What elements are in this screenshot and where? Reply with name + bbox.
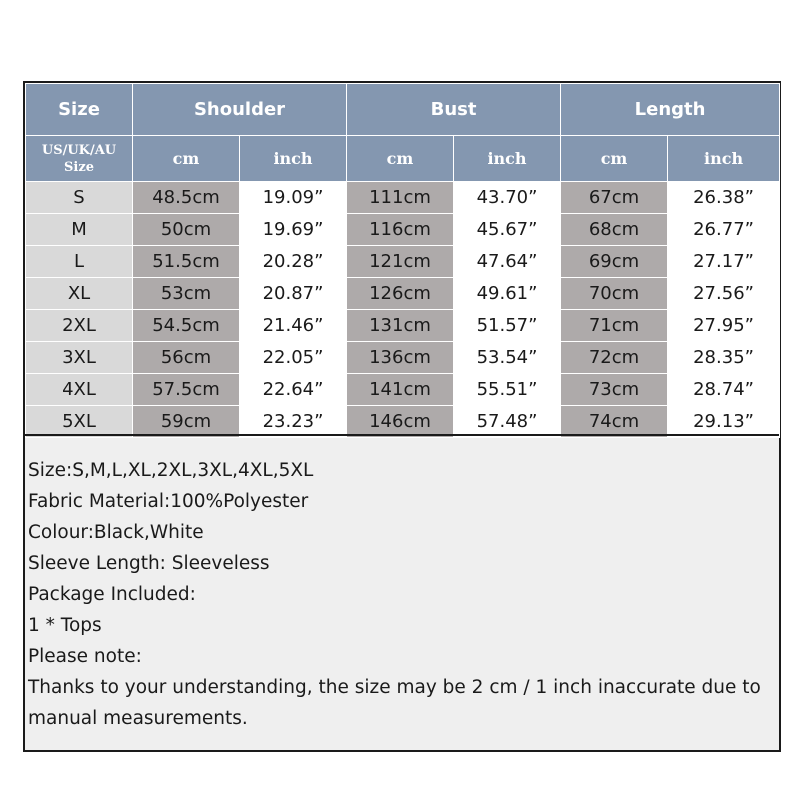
bust-inch-cell: 43.70” [454,182,561,214]
shoulder-inch-cell: 21.46” [240,310,347,342]
note-sleeve: Sleeve Length: Sleeveless [28,553,270,574]
shoulder-inch-cell: 20.28” [240,246,347,278]
bust-inch-cell: 47.64” [454,246,561,278]
subheader-length-cm: cm [561,136,668,182]
length-cm-cell: 69cm [561,246,668,278]
shoulder-cm-cell: 54.5cm [133,310,240,342]
subheader-bust-inch: inch [454,136,561,182]
header-row [26,84,780,136]
bust-cm-cell: 136cm [347,342,454,374]
size-chart-table [25,83,780,438]
shoulder-cm-cell: 59cm [133,406,240,438]
shoulder-cm-cell: 53cm [133,278,240,310]
length-inch-cell: 28.74” [668,374,780,406]
shoulder-inch-cell: 19.69” [240,214,347,246]
bust-cm-cell: 111cm [347,182,454,214]
bust-cm-cell: 131cm [347,310,454,342]
bust-inch-cell: 57.48” [454,406,561,438]
bust-inch-cell: 53.54” [454,342,561,374]
note-fabric: Fabric Material:100%Polyester [28,491,309,512]
size-cell: 4XL [26,374,133,406]
length-cm-cell: 68cm [561,214,668,246]
bust-inch-cell: 45.67” [454,214,561,246]
subheader-bust-cm: cm [347,136,454,182]
note-colour: Colour:Black,White [28,522,204,543]
subheader-length-inch: inch [668,136,780,182]
shoulder-cm-cell: 57.5cm [133,374,240,406]
header-shoulder: Shoulder [133,84,347,136]
note-package-item: 1 * Tops [28,615,102,636]
shoulder-inch-cell: 22.05” [240,342,347,374]
note-sizes: Size:S,M,L,XL,2XL,3XL,4XL,5XL [28,460,314,481]
size-rows [26,182,780,438]
subheader-shoulder-cm: cm [133,136,240,182]
bust-inch-cell: 49.61” [454,278,561,310]
length-inch-cell: 29.13” [668,406,780,438]
product-notes [28,455,773,734]
size-cell: S [26,182,133,214]
shoulder-cm-cell: 51.5cm [133,246,240,278]
size-cell: 5XL [26,406,133,438]
shoulder-cm-cell: 56cm [133,342,240,374]
note-please-note: Please note: [28,646,142,667]
shoulder-inch-cell: 22.64” [240,374,347,406]
size-cell: XL [26,278,133,310]
header-bust: Bust [347,84,561,136]
note-package-label: Package Included: [28,584,196,605]
table-row [26,246,780,278]
length-inch-cell: 28.35” [668,342,780,374]
length-inch-cell: 27.95” [668,310,780,342]
table-row [26,278,780,310]
bust-cm-cell: 141cm [347,374,454,406]
bust-cm-cell: 126cm [347,278,454,310]
size-chart-frame [23,81,781,752]
table-row [26,342,780,374]
table-row [26,182,780,214]
length-cm-cell: 70cm [561,278,668,310]
bust-cm-cell: 116cm [347,214,454,246]
length-inch-cell: 27.17” [668,246,780,278]
shoulder-inch-cell: 20.87” [240,278,347,310]
table-row [26,374,780,406]
table-divider [25,434,779,436]
length-inch-cell: 26.38” [668,182,780,214]
header-size: Size [26,84,133,136]
size-cell: L [26,246,133,278]
shoulder-inch-cell: 19.09” [240,182,347,214]
bust-cm-cell: 146cm [347,406,454,438]
length-inch-cell: 27.56” [668,278,780,310]
length-cm-cell: 73cm [561,374,668,406]
subheader-size-line1: US/UK/AU [41,142,117,158]
table-row [26,214,780,246]
bust-inch-cell: 51.57” [454,310,561,342]
bust-inch-cell: 55.51” [454,374,561,406]
note-disclaimer: Thanks to your understanding, the size may be 2 cm / 1 inch inaccurate due to manual measurements. [28,677,761,729]
header-length: Length [561,84,780,136]
size-cell: 2XL [26,310,133,342]
length-inch-cell: 26.77” [668,214,780,246]
length-cm-cell: 71cm [561,310,668,342]
bust-cm-cell: 121cm [347,246,454,278]
subheader-shoulder-inch: inch [240,136,347,182]
size-cell: M [26,214,133,246]
shoulder-cm-cell: 48.5cm [133,182,240,214]
table-row [26,406,780,438]
length-cm-cell: 72cm [561,342,668,374]
length-cm-cell: 74cm [561,406,668,438]
unit-row [26,136,780,182]
length-cm-cell: 67cm [561,182,668,214]
size-cell: 3XL [26,342,133,374]
shoulder-inch-cell: 23.23” [240,406,347,438]
subheader-size [26,136,133,182]
shoulder-cm-cell: 50cm [133,214,240,246]
table-row [26,310,780,342]
subheader-size-line2: Size [64,159,94,175]
